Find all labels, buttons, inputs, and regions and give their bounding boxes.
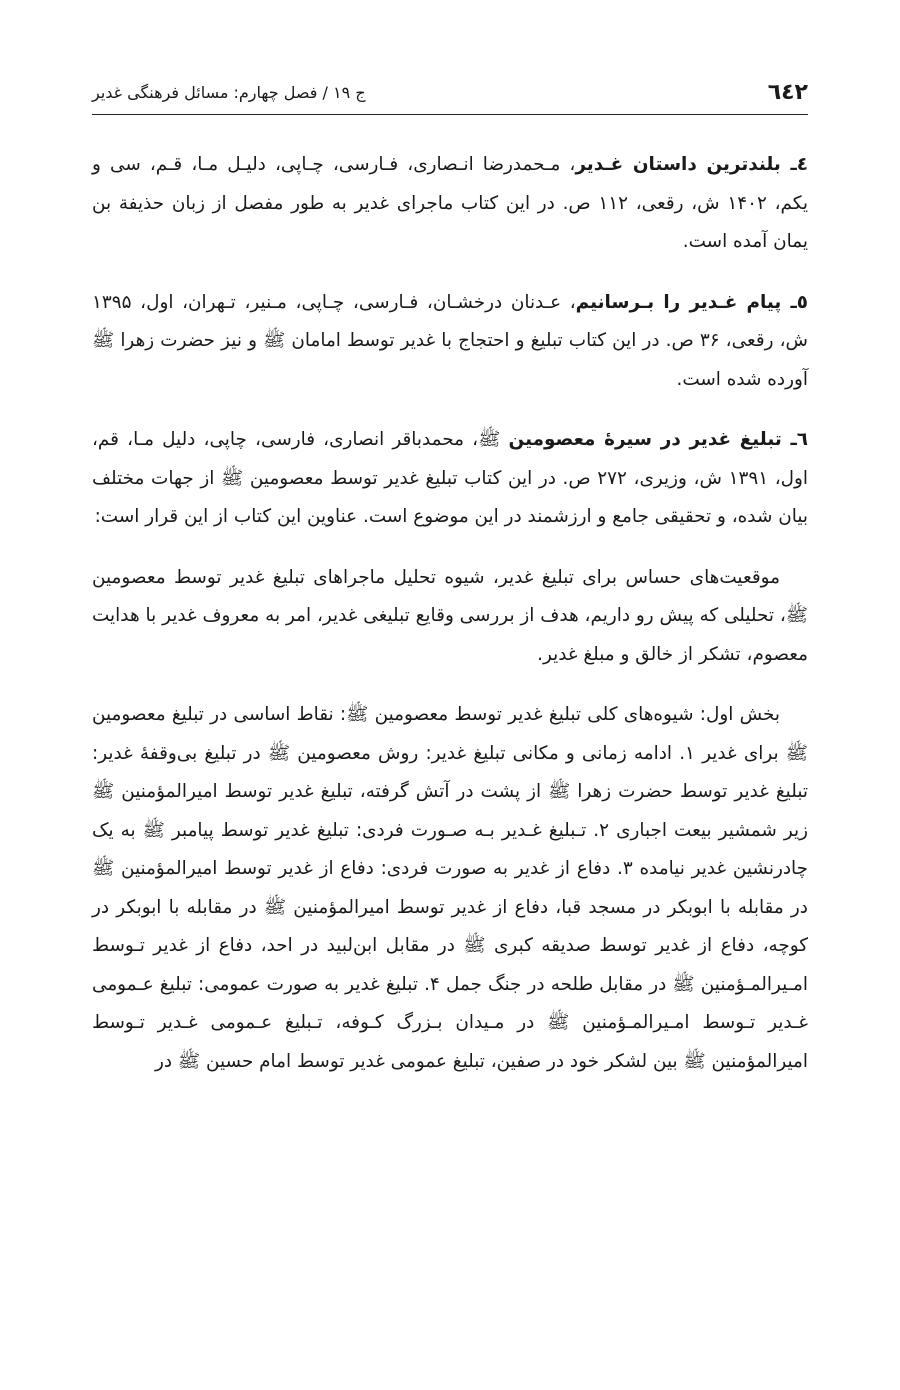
book-entry-text: ، عـدنان درخشـان، فـارسی، چـاپی، مـنیر، تـهران، اول، ۱۳۹۵ ش، رقعی، ۳۶ ص. در این کتاب تبلیغ و احتجاج با غدیر توسط امامان ﷺ و نیز حضرت زهرا ﷺ آورده شده است.	[92, 291, 808, 390]
book-entry-6	[92, 421, 808, 537]
book-entry-text: ﷺ، محمدباقر انصاری، فارسی، چاپی، دلیل مـا، قم، اول، ۱۳۹۱ ش، وزیری، ۲۷۲ ص. در این کتاب تبلیغ غدیر توسط معصومین ﷺ از جهات مختلف بیان شده، و تحقیقی جامع و ارزشمند در این موضوع است. عناوین این کتاب از این قرار است:	[92, 429, 809, 527]
book-entry-text: ، مـحمدرضا انـصاری، فـارسی، چـاپی، دلیـل مـا، قـم، سی و یکم، ۱۴۰۲ ش، رقعی، ۱۱۲ ص. در این کتاب ماجرای غدیر به طور مفصل از زبان حذیفة بن یمان آمده است.	[92, 154, 809, 252]
page-number: ٦٤٢	[767, 79, 808, 105]
page-body	[92, 146, 808, 1103]
book-entry-4	[92, 146, 808, 262]
book-entry-5	[92, 284, 808, 400]
book-entry-title: ٦ـ تبلیغ غدیر در سیرۀ معصومین	[508, 429, 808, 450]
book-entry-title: ٤ـ بلندترین داستان غـدیر	[575, 154, 808, 175]
running-head: ج ۱۹ / فصل چهارم: مسائل فرهنگی غدیر	[92, 82, 366, 102]
page-header	[92, 70, 808, 115]
body-paragraph: موقعیت‌های حساس برای تبلیغ غدیر، شیوه تحلیل ماجراهای تبلیغ غدیر توسط معصومین ﷺ، تحلیلی که پیش رو داریم، هدف از بررسی وقایع تبلیغی غدیر، امر به معروف غدیر با هدایت معصوم، تشکر از خالق و مبلغ غدیر.	[92, 566, 808, 665]
book-entry-title: ٥ـ پیام غـدیر را بـرسانیم	[575, 291, 808, 313]
body-paragraph: بخش اول: شیوه‌های کلی تبلیغ غدیر توسط معصومین ﷺ: نقاط اساسی در تبلیغ معصومین ﷺ برای غدیر ۱. ادامه زمانی و مکانی تبلیغ غدیر: روش معصومین ﷺ در تبلیغ بی‌وقفۀ غدیر: تبلیغ غدیر توسط حضرت زهرا ﷺ از پشت در آتش گرفته، تبلیغ غدیر توسط امیرالمؤمنین ﷺ زیر شمشیر بیعت اجباری ۲. تـبلیغ غـدیر بـه صـورت فردی: تبلیغ غدیر توسط پیامبر ﷺ به یک چادرنشین غدیر نیامده ۳. دفاع از غدیر به صورت فردی: دفاع از غدیر توسط امیرالمؤمنین ﷺ در مقابله با ابوبکر در مسجد قبا، دفاع از غدیر توسط امیرالمؤمنین ﷺ در مقابله با ابوبکر در کوچه، دفاع از غدیر توسط صدیقه کبری ﷺ در مقابل ابن‌لبید در احد، دفاع از غدیر تـوسط امـیرالمـؤمنین ﷺ در مقابل طلحه در جنگ جمل ۴. تبلیغ غدیر به صورت عمومی: تبلیغ عـمومی غـدیر تـوسط امـیرالمـؤمنین ﷺ در مـیدان بـزرگ کـوفه، تـبلیغ عـمومی غـدیر تـوسط امیرالمؤمنین ﷺ بین لشکر خود در صفین، تبلیغ عمومی غدیر توسط امام حسین ﷺ در	[92, 704, 809, 1072]
book-page	[92, 0, 808, 1390]
